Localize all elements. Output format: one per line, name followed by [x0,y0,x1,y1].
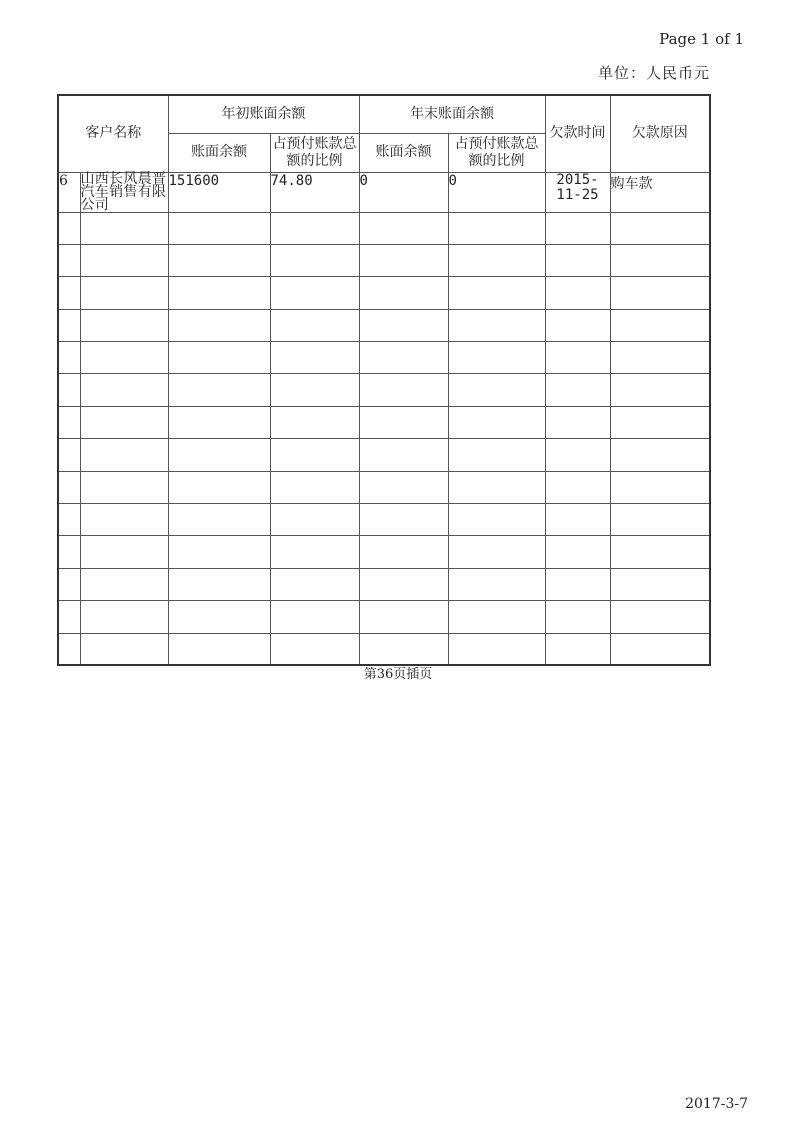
table-row [58,504,710,536]
header-date: 欠款时间 [545,95,610,172]
opening-balance: 151600 [168,172,270,212]
arrears-date: 2015-11-25 [545,172,610,212]
table-row [58,212,710,244]
header-closing-book-balance: 账面余额 [359,133,448,172]
table-row [58,374,710,406]
header-opening-book-balance: 账面余额 [168,133,270,172]
opening-ratio: 74.80 [270,172,359,212]
prepayment-table [57,94,711,666]
header-reason: 欠款原因 [610,95,710,172]
insert-page-note: 第36页插页 [363,667,433,682]
header-closing-balance: 年末账面余额 [359,95,545,133]
table-row [58,439,710,471]
table-row [58,633,710,665]
page-number: Page 1 of 1 [659,30,744,48]
table-row [58,406,710,438]
closing-balance: 0 [359,172,448,212]
table-row [58,568,710,600]
currency-unit: 单位：人民币元 [597,64,710,82]
table-row [58,471,710,503]
arrears-reason: 购车款 [610,172,710,212]
row-index: 6 [58,172,80,212]
header-opening-ratio: 占预付账款总额的比例 [270,133,359,172]
table-row [58,309,710,341]
table-row [58,536,710,568]
customer-name: 山西长风晨晋汽车销售有限公司 [80,170,167,213]
footer-date: 2017-3-7 [685,1096,748,1112]
table-row [58,601,710,633]
table-row [58,172,710,212]
table-row [58,244,710,276]
header-closing-ratio: 占预付账款总额的比例 [448,133,545,172]
table-row [58,342,710,374]
table-row [58,277,710,309]
header-customer: 客户名称 [58,95,168,172]
header-opening-balance: 年初账面余额 [168,95,359,133]
closing-ratio: 0 [448,172,545,212]
